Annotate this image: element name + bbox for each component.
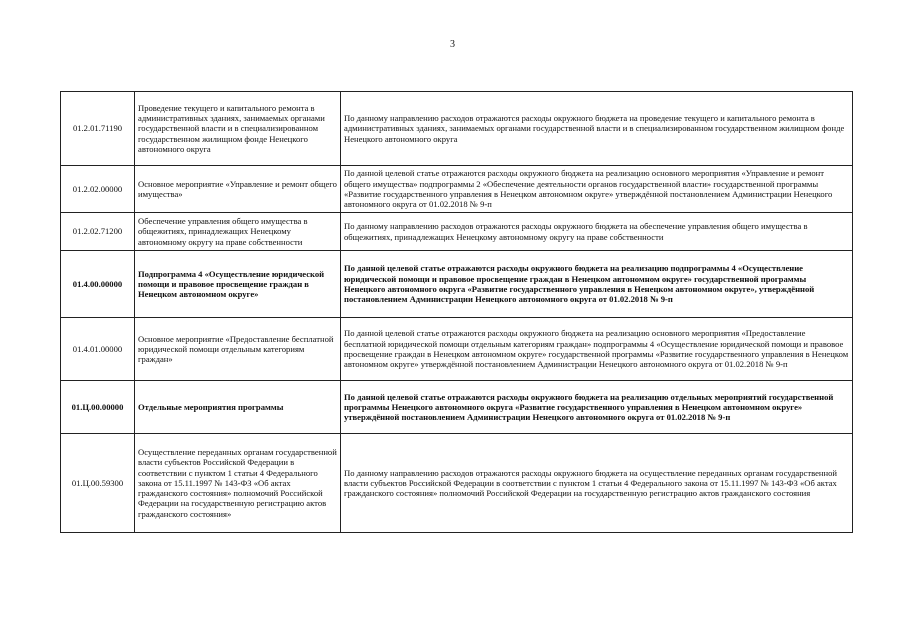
page-number: 3 bbox=[450, 39, 455, 50]
row-name: Обеспечение управления общего имущества в общежитиях, принадлежащих Ненецкому автономному округу на праве собственности bbox=[135, 213, 341, 251]
row-name: Основное мероприятие «Предоставление бесплатной юридической помощи отдельным категориям граждан» bbox=[135, 318, 341, 381]
table-row bbox=[61, 381, 853, 434]
table-row bbox=[61, 434, 853, 533]
row-code: 01.2.02.00000 bbox=[61, 166, 135, 213]
row-name: Основное мероприятие «Управление и ремонт общего имущества» bbox=[135, 166, 341, 213]
row-description: По данной целевой статье отражаются расходы окружного бюджета на реализацию основного мероприятия «Управление и ремонт общего имущества» подпрограммы 2 «Обеспечение деятельности органов государственной власти» государственной программы «Развитие государственного управления в Ненецком автономном округе» утверждённой постановлением Администрации Ненецкого автономного округа от 01.02.2018 № 9-п bbox=[341, 166, 853, 213]
row-description: По данной целевой статье отражаются расходы окружного бюджета на реализацию отдельных мероприятий государственной программы Ненецкого автономного округа «Развитие государственного управления в Ненецком автономном округе» утверждённой постановлением Администрации Ненецкого автономного округа от 01.02.2018 № 9-п bbox=[341, 381, 853, 434]
table-row bbox=[61, 213, 853, 251]
row-name: Отдельные мероприятия программы bbox=[135, 381, 341, 434]
row-name: Подпрограмма 4 «Осуществление юридической помощи и правовое просвещение граждан в Ненецком автономном округе» bbox=[135, 251, 341, 318]
table-row bbox=[61, 92, 853, 166]
row-code: 01.Ц.00.00000 bbox=[61, 381, 135, 434]
row-name: Осуществление переданных органам государственной власти субъектов Российской Федерации в соответствии с пунктом 1 статьи 4 Федерального закона от 15.11.1997 № 143-ФЗ «Об актах гражданского состояния» полномочий Российской Федерации на государственную регистрацию актов гражданского состояния» bbox=[135, 434, 341, 533]
row-description: По данному направлению расходов отражаются расходы окружного бюджета на осуществление переданных органам государственной власти субъектов Российской Федерации в соответствии с пунктом 1 статьи 4 Федерального закона от 15.11.1997 № 143-ФЗ «Об актах гражданского состояния» полномочий Российской Федерации на государственную регистрацию актов гражданского состояния bbox=[341, 434, 853, 533]
row-description: По данной целевой статье отражаются расходы окружного бюджета на реализацию основного мероприятия «Предоставление бесплатной юридической помощи отдельным категориям граждан» подпрограммы 4 «Осуществление юридической помощи и правовое просвещение граждан в Ненецком автономном округе» государственной программы «Развитие государственного управления в Ненецком автономном округе» утверждённой постановлением Администрации Ненецкого автономного округа от 01.02.2018 № 9-п bbox=[341, 318, 853, 381]
table-row bbox=[61, 318, 853, 381]
row-description: По данной целевой статье отражаются расходы окружного бюджета на реализацию подпрограммы 4 «Осуществление юридической помощи и правовое просвещение граждан в Ненецком автономном округе» государственной программы Ненецкого автономного округа «Развитие государственного управления в Ненецком автономном округе», утверждённой постановлением Администрации Ненецкого автономного округа от 01.02.2018 № 9-п bbox=[341, 251, 853, 318]
row-name: Проведение текущего и капитального ремонта в административных зданиях, занимаемых органами государственной власти и в специализированном государственном жилищном фонде Ненецкого автономного округа bbox=[135, 92, 341, 166]
row-code: 01.4.01.00000 bbox=[61, 318, 135, 381]
table-row bbox=[61, 251, 853, 318]
row-description: По данному направлению расходов отражаются расходы окружного бюджета на обеспечение управления общего имущества в общежитиях, принадлежащих Ненецкому автономному округу на праве собственности bbox=[341, 213, 853, 251]
table-row bbox=[61, 166, 853, 213]
row-code: 01.2.02.71200 bbox=[61, 213, 135, 251]
row-description: По данному направлению расходов отражаются расходы окружного бюджета на проведение текущего и капитального ремонта в административных зданиях, занимаемых органами государственной власти и в специализированном государственном жилищном фонде Ненецкого автономного округа bbox=[341, 92, 853, 166]
row-code: 01.4.00.00000 bbox=[61, 251, 135, 318]
row-code: 01.Ц.00.59300 bbox=[61, 434, 135, 533]
budget-classification-table bbox=[60, 91, 853, 533]
row-code: 01.2.01.71190 bbox=[61, 92, 135, 166]
